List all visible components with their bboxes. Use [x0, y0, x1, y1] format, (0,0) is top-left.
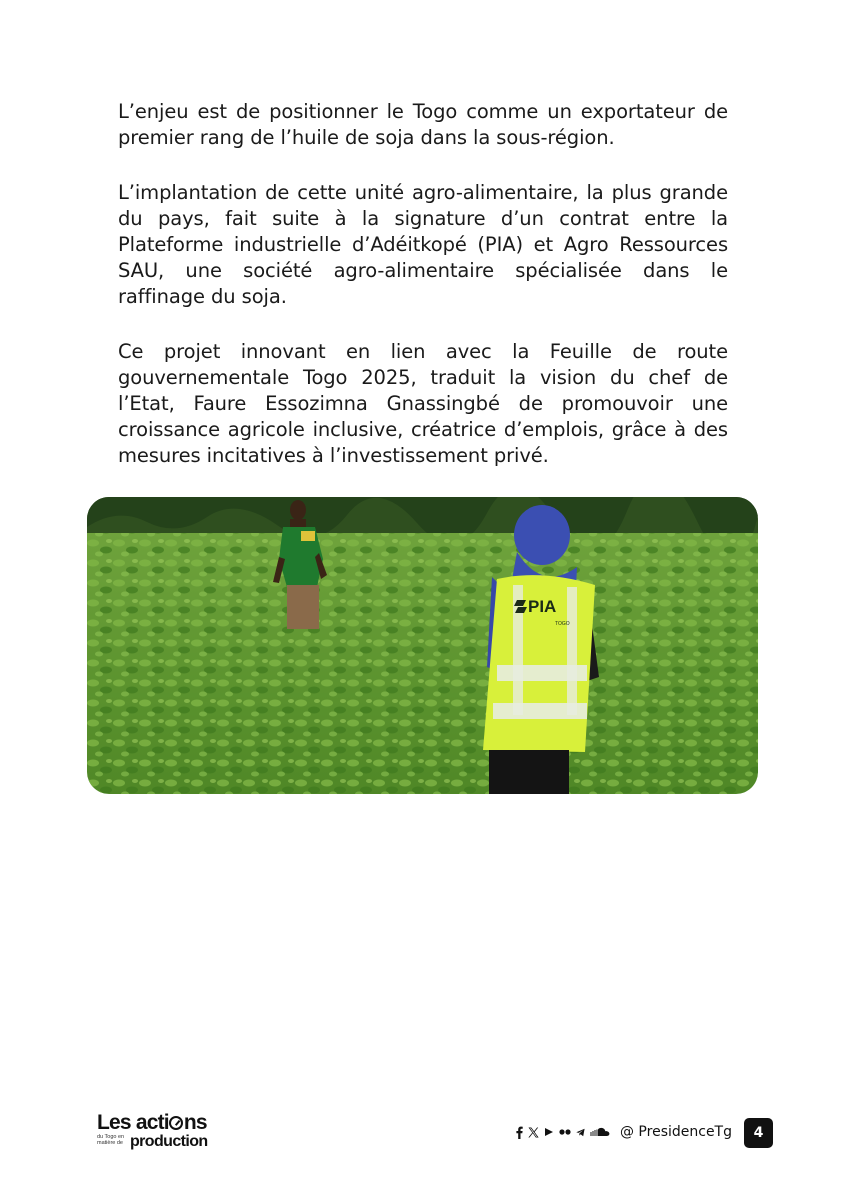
- social-links: [516, 1122, 732, 1142]
- soundcloud-icon[interactable]: [590, 1125, 610, 1139]
- paragraph-1: L’enjeu est de positionner le Togo comme un exportateur de premier rang de l’huile de soja dans la sous-région.: [118, 100, 728, 149]
- youtube-icon[interactable]: [544, 1125, 554, 1139]
- brand-o-mark-icon: [169, 1116, 183, 1130]
- soybean-field-photo: [87, 497, 758, 794]
- vest-label: PIA: [528, 597, 557, 616]
- page-number: 4: [744, 1118, 773, 1148]
- x-icon[interactable]: [528, 1125, 539, 1139]
- brand-small-text: du Togo en matière de: [97, 1134, 125, 1146]
- brand-logo: [97, 1112, 237, 1152]
- paragraph-3: Ce projet innovant en lien avec la Feuille de route gouvernementale Togo 2025, traduit la vision du chef de l’Etat, Faure Essozimna Gnassingbé de promouvoir une croissance agricole inclusive, créatrice d’emplois, grâce à des mesures incitatives à l’investissement privé.: [118, 340, 728, 467]
- brand-subtitle: production: [130, 1133, 208, 1150]
- brand-title: Les acti ns: [97, 1111, 207, 1134]
- social-handle[interactable]: @ PresidenceTg: [619, 1124, 732, 1140]
- telegram-icon[interactable]: [576, 1125, 585, 1139]
- vest-sublabel: TOGO: [555, 621, 570, 627]
- flickr-icon[interactable]: [559, 1125, 571, 1139]
- paragraph-2: L’implantation de cette unité agro-alimentaire, la plus grande du pays, fait suite à la signature d’un contrat entre la Plateforme industrielle d’Adéitkopé (PIA) et Agro Ressources SAU, une société agro-alimentaire spécialisée dans le raffinage du soja.: [118, 181, 728, 308]
- facebook-icon[interactable]: [516, 1125, 523, 1139]
